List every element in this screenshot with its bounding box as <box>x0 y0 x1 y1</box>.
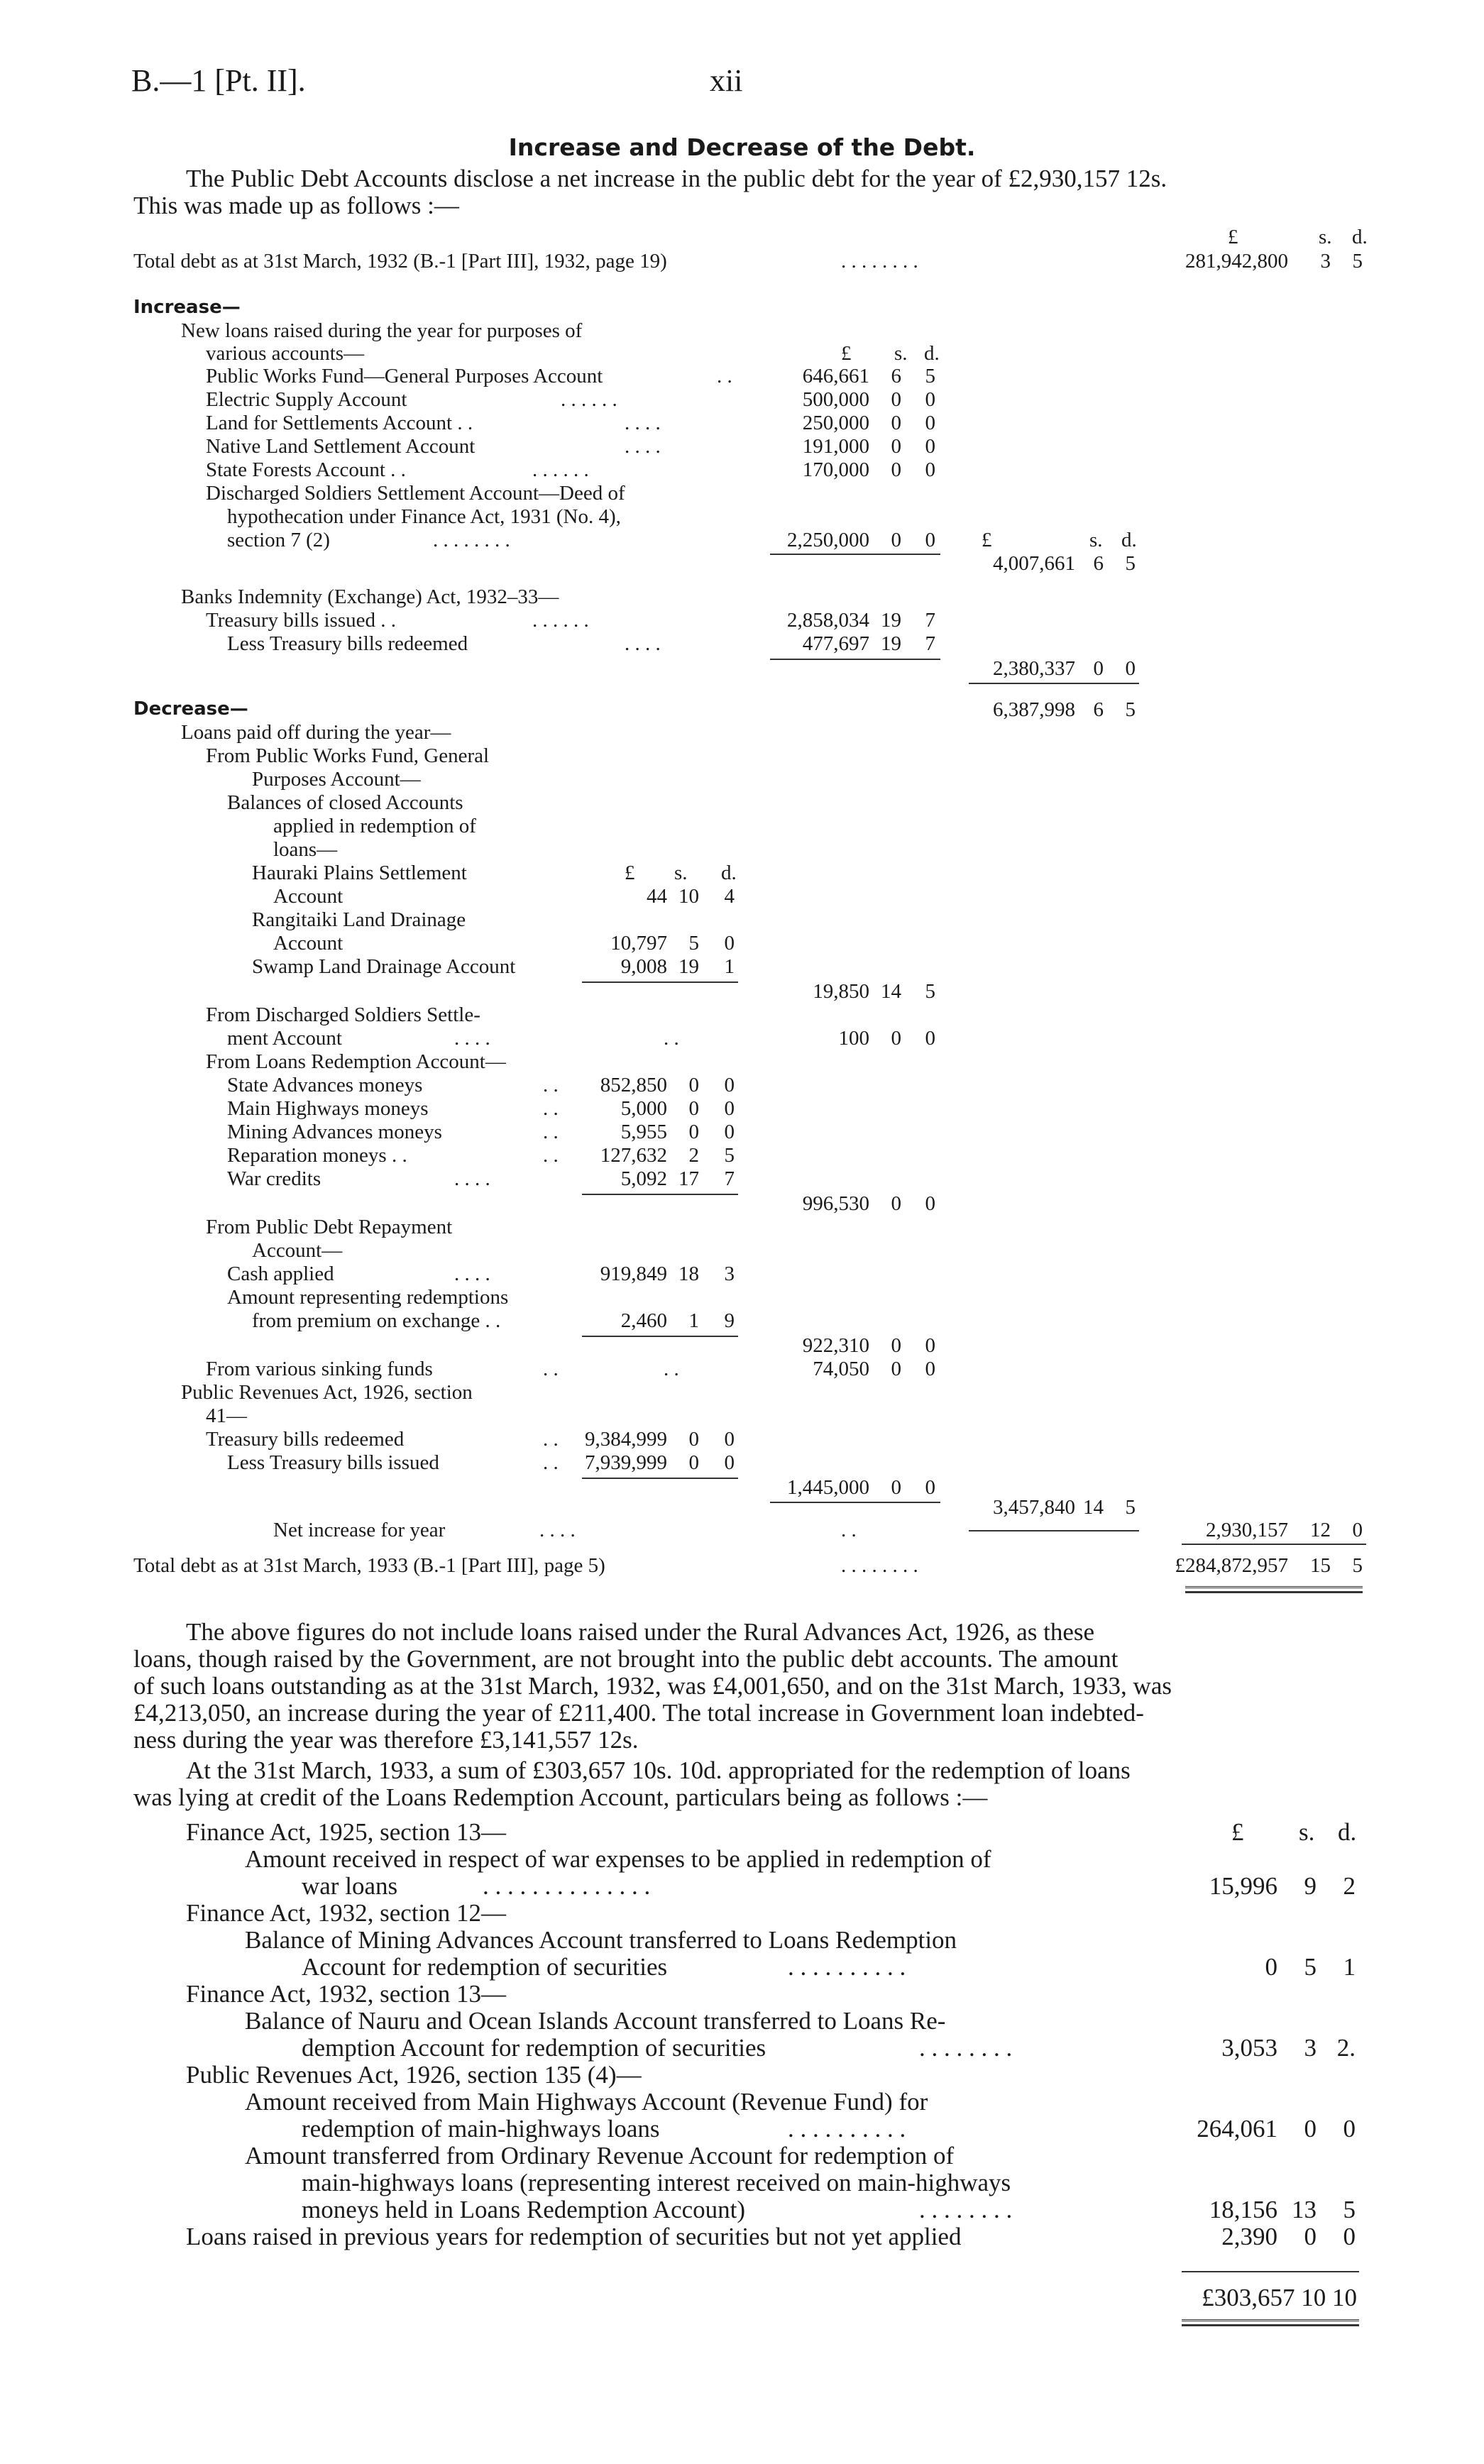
decrease-total-s: 14 <box>1083 1496 1104 1519</box>
pwf-total-amount: 19,850 <box>813 980 869 1003</box>
lra-item-dots: . . <box>543 1121 559 1143</box>
lra-item-d: 0 <box>724 1097 735 1120</box>
lra-item-s: 0 <box>688 1074 699 1096</box>
para1-line-2: loans, though raised by the Government, are not brought into the public debt accounts. The amount <box>133 1645 1119 1673</box>
lra-item-d: 5 <box>724 1144 735 1167</box>
increase-item-amount: 646,661 <box>802 365 869 387</box>
tb-redeemed-dots: . . . . <box>625 632 661 655</box>
net-increase-d: 0 <box>1352 1519 1363 1541</box>
tb-issued-amount: 2,858,034 <box>787 609 869 632</box>
redemption-line: Amount transferred from Ordinary Revenue Account for redemption of <box>245 2142 955 2169</box>
increase-item-s: 0 <box>891 435 901 458</box>
lra-item-d: 0 <box>724 1074 735 1096</box>
divider <box>582 1194 738 1195</box>
decrease-total-amount: 3,457,840 <box>993 1496 1075 1519</box>
hauraki-s: 10 <box>678 885 699 908</box>
page-title: Increase and Decrease of the Debt. <box>508 133 976 161</box>
tb-issued-label: Treasury bills issued . . <box>206 609 396 632</box>
redemption-line: war loans <box>302 1872 398 1900</box>
sinking-dots: . . <box>543 1358 559 1380</box>
double-rule <box>1182 2319 1359 2326</box>
tb-redeemed-amount: 477,697 <box>802 632 869 655</box>
pra-line-1: Public Revenues Act, 1926, section <box>181 1381 473 1404</box>
increase-item-s: 0 <box>891 458 901 481</box>
hauraki-amount: 44 <box>647 885 667 908</box>
increase-total-s: 6 <box>1093 698 1104 721</box>
lra-item-amount: 5,092 <box>620 1167 667 1190</box>
grand-total: £303,657 10 10 <box>1202 2284 1357 2311</box>
tb-redeemed-d: 7 <box>925 632 935 655</box>
sinking-s: 0 <box>891 1358 901 1380</box>
loans-prev-d: 0 <box>1343 2223 1356 2250</box>
inc2-col-pound: £ <box>982 529 992 551</box>
pwf-total-s: 14 <box>881 980 901 1003</box>
pra-total-amount: 1,445,000 <box>787 1476 869 1499</box>
redemption-amount: 18,156 <box>1209 2196 1277 2223</box>
increase-item-amount: 170,000 <box>802 458 869 481</box>
col-s: s. <box>1319 226 1332 248</box>
redemption-head: Finance Act, 1932, section 13— <box>186 1980 507 2008</box>
lra-item-d: 0 <box>724 1121 735 1143</box>
cash-label: Cash applied <box>227 1263 334 1285</box>
loans-prev-label: Loans raised in previous years for redemption of securities but not yet applied <box>186 2223 962 2250</box>
divider <box>770 1502 940 1503</box>
increase-item-dots: . . . . <box>625 435 661 458</box>
redemption-line: moneys held in Loans Redemption Account) <box>302 2196 746 2223</box>
net-increase-s: 12 <box>1310 1519 1331 1541</box>
increase-item-dots: . . . . . . <box>532 458 589 481</box>
pra-total-d: 0 <box>925 1476 935 1499</box>
tb-redeemed-label: Less Treasury bills redeemed <box>227 632 468 655</box>
pdr-total-amount: 922,310 <box>802 1334 869 1357</box>
intro-line-2: This was made up as follows :— <box>133 192 459 219</box>
hauraki-line-1: Hauraki Plains Settlement <box>252 862 467 884</box>
increase-item-s: 0 <box>891 388 901 411</box>
increase-item-amount: 191,000 <box>802 435 869 458</box>
col-pound: £ <box>1228 226 1238 248</box>
redemption-amount: 0 <box>1265 1953 1277 1981</box>
increase-total-d: 5 <box>1125 698 1136 721</box>
red-col-s: s. <box>1299 1818 1315 1846</box>
dsa-dots: . . . . <box>454 1027 490 1050</box>
increase-subtotal-2-amount: 2,380,337 <box>993 657 1075 680</box>
redemption-d: 2. <box>1336 2034 1356 2062</box>
red-col-d: d. <box>1338 1818 1357 1846</box>
discharged-s: 0 <box>891 529 901 551</box>
divider <box>770 659 940 660</box>
redemption-head: Finance Act, 1925, section 13— <box>186 1818 507 1846</box>
total-1932-d: 5 <box>1352 250 1363 273</box>
premium-d: 9 <box>724 1309 735 1332</box>
lra-item-dots: . . <box>543 1144 559 1167</box>
redemption-dots: . . . . . . . . . . <box>788 1953 906 1981</box>
increase-item-label: State Forests Account . . <box>206 458 406 481</box>
total-1933-s: 15 <box>1310 1554 1331 1577</box>
pdr-line-1: From Public Debt Repayment <box>206 1216 453 1238</box>
redemption-dots: . . . . . . . . <box>919 2196 1013 2223</box>
lra-item-s: 0 <box>688 1121 699 1143</box>
dsa-s: 0 <box>891 1027 901 1050</box>
balances-line-1: Balances of closed Accounts <box>227 791 463 814</box>
banks-heading: Banks Indemnity (Exchange) Act, 1932–33— <box>181 585 559 608</box>
redemption-dots: . . . . . . . . . . . . . . <box>483 1872 651 1900</box>
red-col-pound: £ <box>1231 1818 1244 1846</box>
redemption-line: redemption of main-highways loans <box>302 2115 660 2143</box>
pdr-line-2: Account— <box>252 1239 343 1262</box>
hauraki-d: 4 <box>724 885 735 908</box>
para1-line-4: £4,213,050, an increase during the year of £211,400. The total increase in Government loan indebted- <box>133 1699 1144 1727</box>
redemption-head: Finance Act, 1932, section 12— <box>186 1899 507 1927</box>
para1-line-3: of such loans outstanding as at the 31st March, 1932, was £4,001,650, and on the 31st March, 1933, was <box>133 1672 1172 1700</box>
redemption-s: 0 <box>1304 2115 1317 2143</box>
net-increase-dots-2: . . <box>841 1519 857 1541</box>
redemption-d: 0 <box>1343 2115 1356 2143</box>
cash-s: 18 <box>678 1263 699 1285</box>
para2-line-2: was lying at credit of the Loans Redemption Account, particulars being as follows :— <box>133 1783 988 1811</box>
inc-col-d: d. <box>924 342 940 365</box>
dsa-dots-2: . . <box>664 1027 679 1050</box>
redemption-amount: 264,061 <box>1197 2115 1277 2143</box>
inc-col-pound: £ <box>841 342 852 365</box>
dec-col-pound: £ <box>625 862 635 884</box>
balances-line-3: loans— <box>273 838 338 861</box>
net-increase-dots: . . . . <box>539 1519 576 1541</box>
lra-item-dots: . . <box>543 1074 559 1096</box>
discharged-d: 0 <box>925 529 935 551</box>
sinking-amount: 74,050 <box>813 1358 869 1380</box>
discharged-line-3: section 7 (2) <box>227 529 330 551</box>
lra-item-s: 0 <box>688 1097 699 1120</box>
increase-item-s: 0 <box>891 412 901 434</box>
from-pwf-line-1: From Public Works Fund, General <box>206 744 490 767</box>
increase-item-d: 0 <box>925 388 935 411</box>
para1-line-5: ness during the year was therefore £3,141,557 12s. <box>133 1726 639 1754</box>
divider <box>582 1336 738 1337</box>
dec-col-d: d. <box>721 862 737 884</box>
lra-item-label: War credits <box>227 1167 321 1190</box>
discharged-amount: 2,250,000 <box>787 529 869 551</box>
pra-redeemed-label: Treasury bills redeemed <box>206 1428 405 1451</box>
increase-item-dots: . . <box>717 365 732 387</box>
redemption-s: 13 <box>1292 2196 1317 2223</box>
swamp-label: Swamp Land Drainage Account <box>252 955 516 978</box>
pra-line-2: 41— <box>206 1404 247 1427</box>
lra-item-label: Mining Advances moneys <box>227 1121 442 1143</box>
redemption-d: 5 <box>1343 2196 1356 2223</box>
page-number: xii <box>710 63 743 98</box>
document-reference: B.—1 [Pt. II]. <box>131 63 306 98</box>
lra-total-d: 0 <box>925 1192 935 1215</box>
increase-subtotal-2-d: 0 <box>1125 657 1136 680</box>
lra-item-s: 2 <box>688 1144 699 1167</box>
increase-subtotal-1-d: 5 <box>1125 552 1136 575</box>
redemption-line: Balance of Nauru and Ocean Islands Account transferred to Loans Re- <box>245 2007 946 2035</box>
redemption-line: Account for redemption of securities <box>302 1953 668 1981</box>
divider <box>582 1478 738 1479</box>
hauraki-line-2: Account <box>273 885 343 908</box>
intro-line-1: The Public Debt Accounts disclose a net increase in the public debt for the year of £2,930,157 12s. <box>186 165 1167 192</box>
tb-redeemed-s: 19 <box>881 632 901 655</box>
total-1932-amount: 281,942,800 <box>1185 250 1288 273</box>
total-1933-amount: £284,872,957 <box>1175 1554 1288 1577</box>
lra-item-amount: 5,955 <box>620 1121 667 1143</box>
loans-prev-amount: 2,390 <box>1221 2223 1277 2250</box>
tb-issued-d: 7 <box>925 609 935 632</box>
redemption-s: 5 <box>1304 1953 1317 1981</box>
discharged-dots: . . . . . . . . <box>433 529 510 551</box>
divider <box>1182 1544 1366 1545</box>
pra-issued-amount: 7,939,999 <box>585 1451 667 1474</box>
redemption-d: 2 <box>1343 1872 1356 1900</box>
sinking-label: From various sinking funds <box>206 1358 433 1380</box>
tb-issued-s: 19 <box>881 609 901 632</box>
pdr-total-d: 0 <box>925 1334 935 1357</box>
pra-issued-d: 0 <box>724 1451 735 1474</box>
redemption-s: 3 <box>1304 2034 1317 2062</box>
rangitaiki-s: 5 <box>688 932 699 955</box>
increase-total-amount: 6,387,998 <box>993 698 1075 721</box>
pra-issued-dots: . . <box>543 1451 559 1474</box>
decrease-total-d: 5 <box>1125 1496 1136 1519</box>
rangitaiki-d: 0 <box>724 932 735 955</box>
divider <box>582 981 738 983</box>
lra-item-dots: . . <box>543 1097 559 1120</box>
divider <box>969 683 1139 684</box>
net-increase-amount: 2,930,157 <box>1206 1519 1288 1541</box>
rangitaiki-amount: 10,797 <box>610 932 667 955</box>
total-1932-label: Total debt as at 31st March, 1932 (B.-1 [Part III], 1932, page 19) <box>133 250 667 273</box>
premium-line-2: from premium on exchange . . <box>252 1309 501 1332</box>
increase-item-label: Land for Settlements Account . . <box>206 412 473 434</box>
redemption-amount: 15,996 <box>1209 1872 1277 1900</box>
lra-total-amount: 996,530 <box>802 1192 869 1215</box>
increase-item-d: 0 <box>925 435 935 458</box>
increase-item-d: 0 <box>925 412 935 434</box>
lra-item-amount: 852,850 <box>600 1074 667 1096</box>
redemption-dots: . . . . . . . . <box>919 2034 1013 2062</box>
tb-issued-dots: . . . . . . <box>532 609 589 632</box>
pdr-total-s: 0 <box>891 1334 901 1357</box>
premium-amount: 2,460 <box>620 1309 667 1332</box>
premium-s: 1 <box>688 1309 699 1332</box>
decrease-heading: Decrease— <box>133 698 248 720</box>
pra-issued-label: Less Treasury bills issued <box>227 1451 439 1474</box>
rangitaiki-line-2: Account <box>273 932 343 955</box>
lra-total-s: 0 <box>891 1192 901 1215</box>
sinking-dots-2: . . <box>664 1358 679 1380</box>
cash-amount: 919,849 <box>600 1263 667 1285</box>
increase-heading: Increase— <box>133 297 241 318</box>
redemption-d: 1 <box>1343 1953 1356 1981</box>
total-1933-label: Total debt as at 31st March, 1933 (B.-1 [Part III], page 5) <box>133 1554 605 1577</box>
divider <box>770 554 940 555</box>
pwf-total-d: 5 <box>925 980 935 1003</box>
increase-item-dots: . . . . <box>625 412 661 434</box>
lra-item-dots: . . . . <box>454 1167 490 1190</box>
dec-col-s: s. <box>674 862 688 884</box>
increase-item-dots: . . . . . . <box>561 388 617 411</box>
lra-heading: From Loans Redemption Account— <box>206 1050 506 1073</box>
pra-redeemed-dots: . . <box>543 1428 559 1451</box>
pra-redeemed-amount: 9,384,999 <box>585 1428 667 1451</box>
cash-d: 3 <box>724 1263 735 1285</box>
premium-line-1: Amount representing redemptions <box>227 1286 509 1309</box>
redemption-head: Public Revenues Act, 1926, section 135 (4)— <box>186 2061 642 2089</box>
increase-item-label: Native Land Settlement Account <box>206 435 476 458</box>
lra-item-amount: 5,000 <box>620 1097 667 1120</box>
sinking-d: 0 <box>925 1358 935 1380</box>
increase-item-d: 5 <box>925 365 935 387</box>
balances-line-2: applied in redemption of <box>273 815 476 837</box>
increase-item-s: 6 <box>891 365 901 387</box>
increase-subtotal-2-s: 0 <box>1093 657 1104 680</box>
swamp-d: 1 <box>724 955 735 978</box>
redemption-amount: 3,053 <box>1221 2034 1277 2062</box>
col-d: d. <box>1352 226 1368 248</box>
divider <box>969 1530 1139 1531</box>
increase-subtotal-1-amount: 4,007,661 <box>993 552 1075 575</box>
inc-col-s: s. <box>894 342 908 365</box>
total-1933-d: 5 <box>1352 1554 1363 1577</box>
lra-item-label: Reparation moneys . . <box>227 1144 407 1167</box>
increase-item-amount: 500,000 <box>802 388 869 411</box>
swamp-amount: 9,008 <box>620 955 667 978</box>
redemption-line: Balance of Mining Advances Account transferred to Loans Redemption <box>245 1926 957 1954</box>
lra-item-s: 17 <box>678 1167 699 1190</box>
double-rule <box>1185 1586 1363 1593</box>
divider <box>1182 2271 1359 2272</box>
total-1932-dots: . . . . . . . . <box>841 250 918 273</box>
redemption-line: demption Account for redemption of securities <box>302 2034 766 2062</box>
from-pwf-line-2: Purposes Account— <box>252 768 421 791</box>
lra-item-label: Main Highways moneys <box>227 1097 429 1120</box>
lra-item-d: 7 <box>724 1167 735 1190</box>
new-loans-line-1: New loans raised during the year for purposes of <box>181 319 583 342</box>
pra-issued-s: 0 <box>688 1451 699 1474</box>
pra-redeemed-s: 0 <box>688 1428 699 1451</box>
swamp-s: 19 <box>678 955 699 978</box>
redemption-line: Amount received from Main Highways Account (Revenue Fund) for <box>245 2088 928 2116</box>
para2-line-1: At the 31st March, 1933, a sum of £303,657 10s. 10d. appropriated for the redemption of loans <box>186 1756 1131 1784</box>
dsa-line-1: From Discharged Soldiers Settle- <box>206 1003 480 1026</box>
increase-item-label: Public Works Fund—General Purposes Account <box>206 365 603 387</box>
redemption-line: main-highways loans (representing interest received on main-highways <box>302 2169 1011 2196</box>
cash-dots: . . . . <box>454 1263 490 1285</box>
discharged-line-1: Discharged Soldiers Settlement Account—Deed of <box>206 482 625 505</box>
rangitaiki-line-1: Rangitaiki Land Drainage <box>252 908 466 931</box>
loans-prev-s: 0 <box>1304 2223 1317 2250</box>
total-1932-s: 3 <box>1320 250 1331 273</box>
new-loans-line-2: various accounts— <box>206 342 365 365</box>
increase-item-amount: 250,000 <box>802 412 869 434</box>
increase-item-label: Electric Supply Account <box>206 388 407 411</box>
total-1933-dots: . . . . . . . . <box>841 1554 918 1577</box>
redemption-dots: . . . . . . . . . . <box>788 2115 906 2143</box>
loans-paid-heading: Loans paid off during the year— <box>181 721 451 744</box>
dsa-amount: 100 <box>838 1027 869 1050</box>
pra-redeemed-d: 0 <box>724 1428 735 1451</box>
lra-item-label: State Advances moneys <box>227 1074 423 1096</box>
redemption-line: Amount received in respect of war expenses to be applied in redemption of <box>245 1845 991 1873</box>
net-increase-label: Net increase for year <box>273 1519 446 1541</box>
dsa-line-2: ment Account <box>227 1027 342 1050</box>
inc2-col-s: s. <box>1089 529 1103 551</box>
increase-subtotal-1-s: 6 <box>1093 552 1104 575</box>
pra-total-s: 0 <box>891 1476 901 1499</box>
lra-item-amount: 127,632 <box>600 1144 667 1167</box>
redemption-s: 9 <box>1304 1872 1317 1900</box>
para1-line-1: The above figures do not include loans raised under the Rural Advances Act, 1926, as these <box>186 1618 1095 1646</box>
increase-item-d: 0 <box>925 458 935 481</box>
discharged-line-2: hypothecation under Finance Act, 1931 (No. 4), <box>227 505 621 528</box>
inc2-col-d: d. <box>1121 529 1137 551</box>
dsa-d: 0 <box>925 1027 935 1050</box>
